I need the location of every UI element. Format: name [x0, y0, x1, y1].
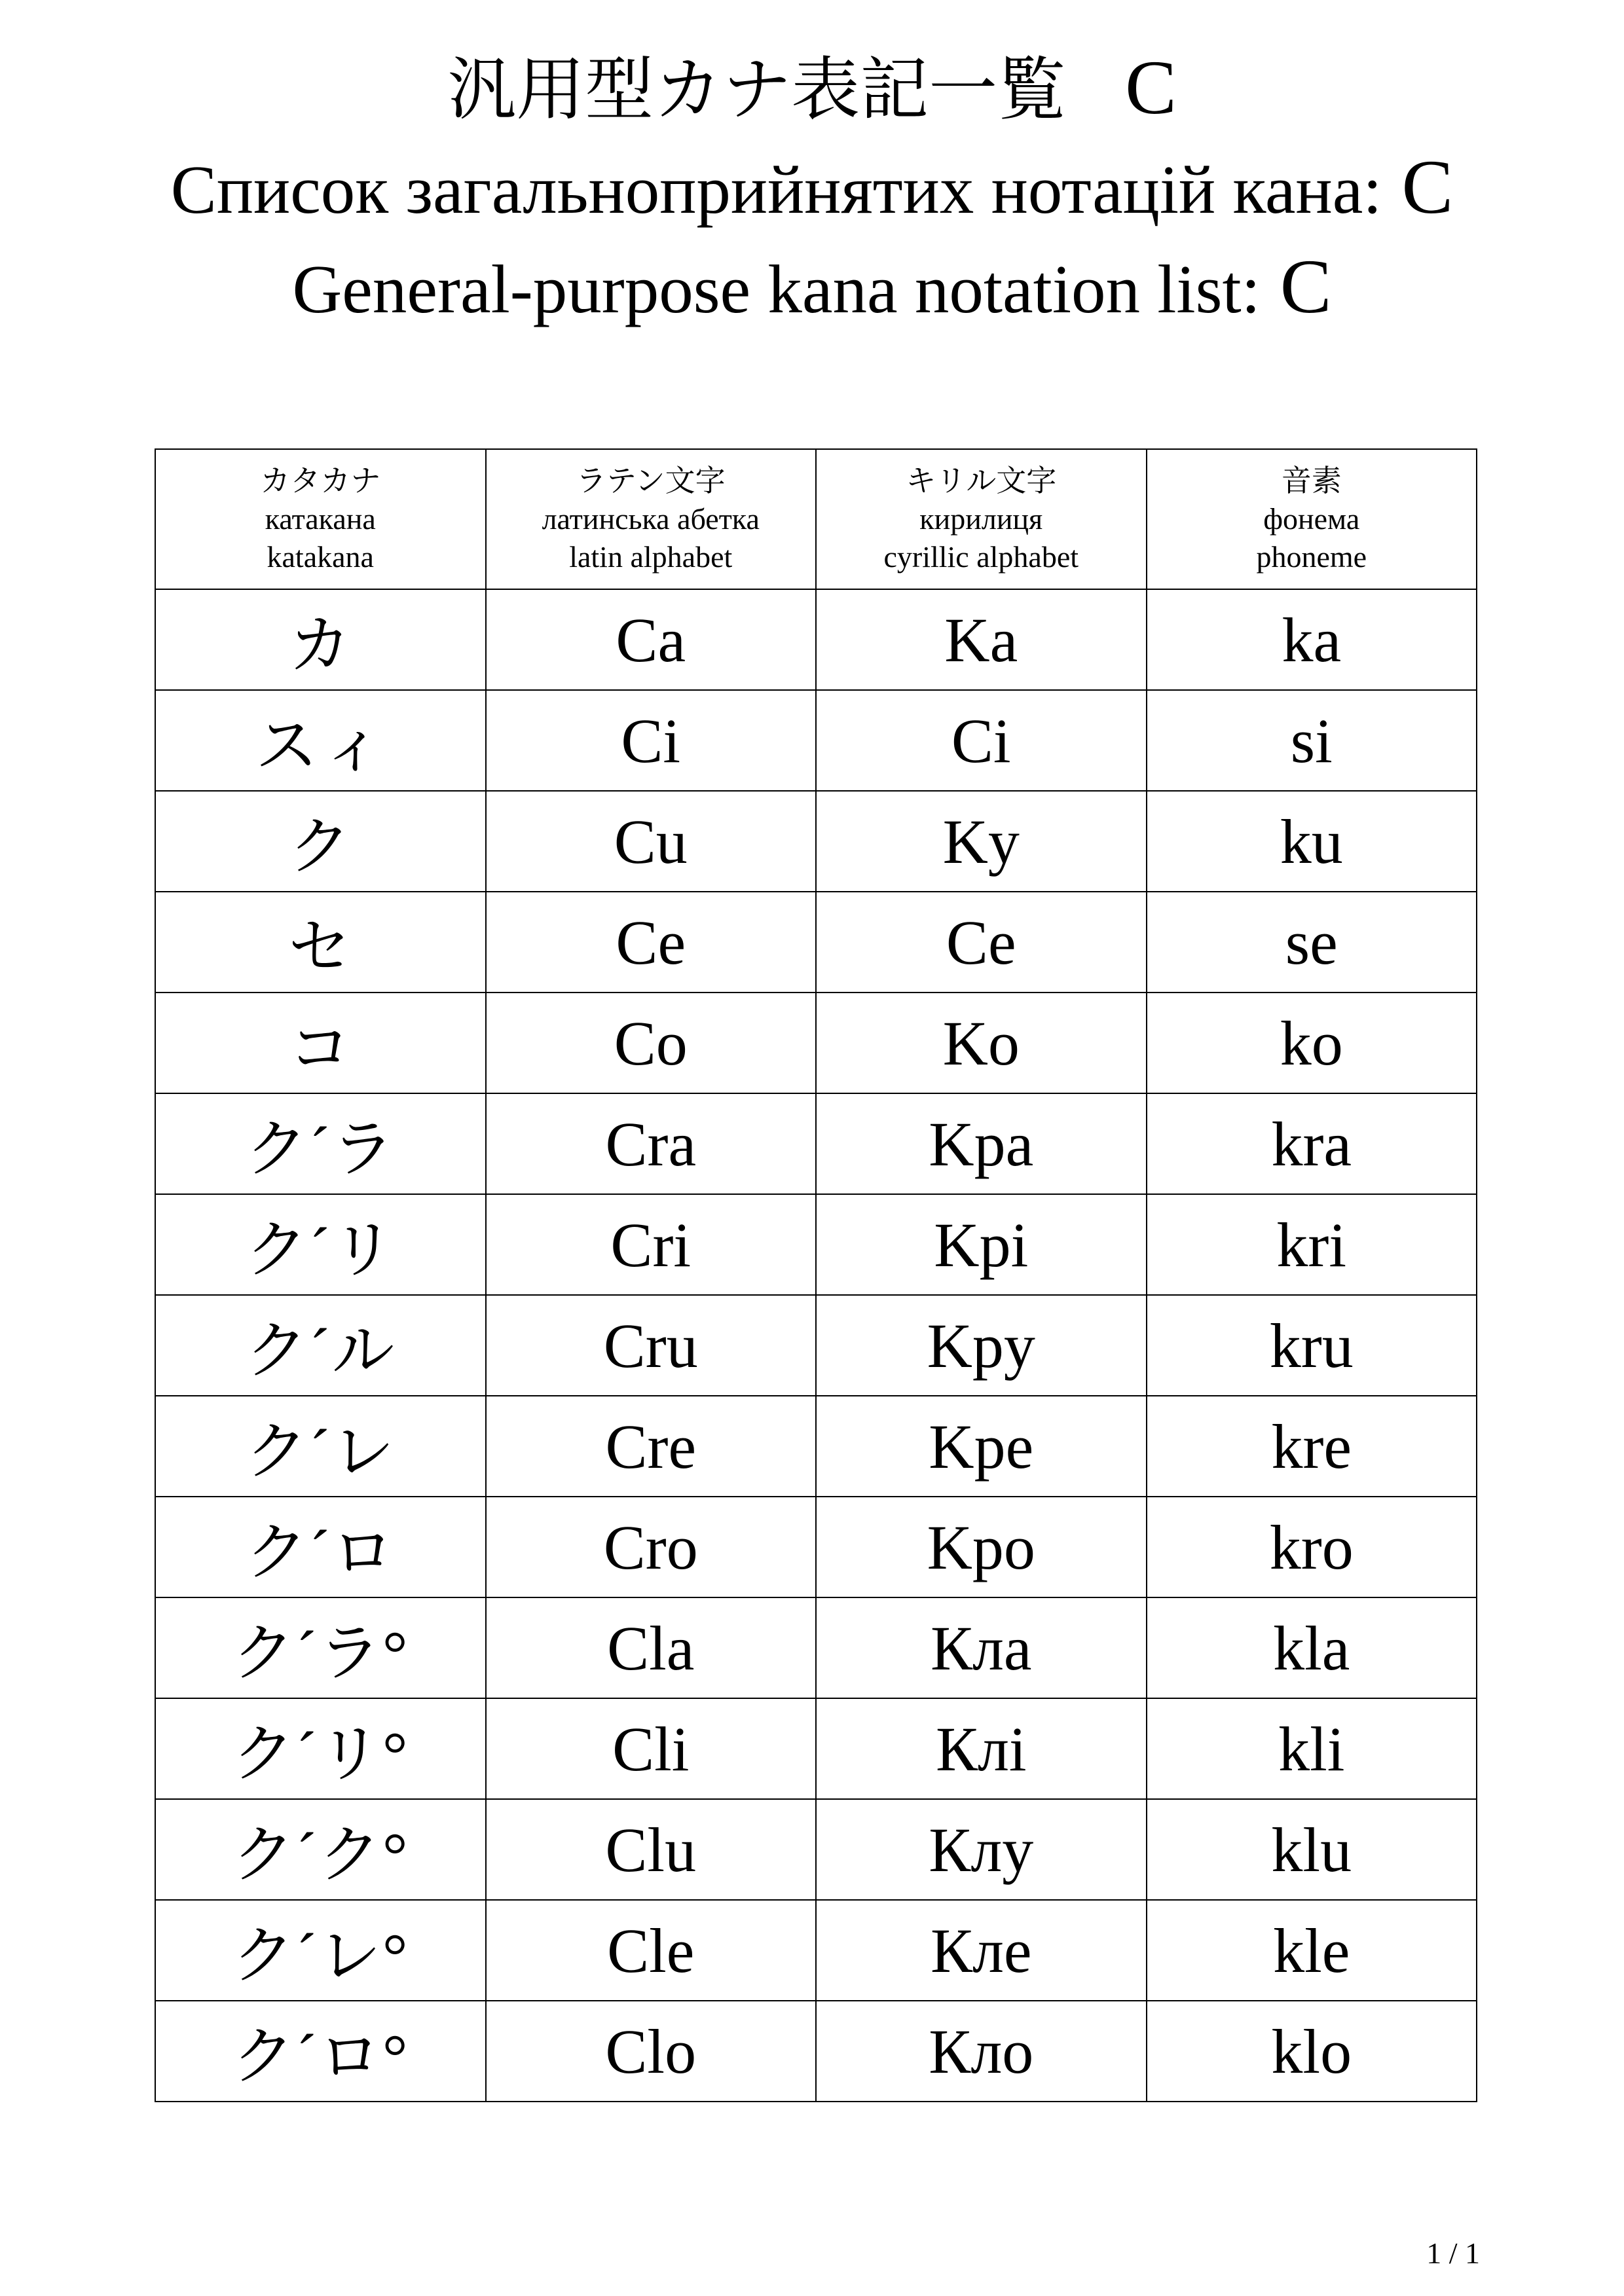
cell-latin: Cro	[486, 1497, 817, 1597]
cell-latin: Cla	[486, 1597, 817, 1698]
cell-latin: Cli	[486, 1698, 817, 1799]
title-ukrainian-letter: C	[1401, 144, 1454, 230]
title-japanese	[0, 39, 1624, 139]
title-english-letter: C	[1280, 244, 1332, 329]
cell-katakana: ク´レ°	[155, 1900, 486, 2001]
cell-cyrillic: Кло	[816, 2001, 1147, 2102]
cell-katakana: ク´ロ°	[155, 2001, 486, 2102]
cell-latin: Clu	[486, 1799, 817, 1900]
cell-cyrillic: Кла	[816, 1597, 1147, 1698]
header-cyrillic	[816, 449, 1147, 589]
title-japanese-text: 汎用型カナ表記一覧	[447, 52, 1067, 128]
header-latin-uk: латинська абетка	[542, 502, 760, 536]
cell-latin: Cra	[486, 1093, 817, 1194]
header-phoneme-uk: фонема	[1263, 502, 1360, 536]
cell-phoneme: kre	[1147, 1396, 1477, 1497]
cell-cyrillic: Клі	[816, 1698, 1147, 1799]
title-japanese-letter: C	[1125, 45, 1177, 130]
table-row	[155, 1597, 1477, 1698]
cell-phoneme: se	[1147, 892, 1477, 993]
table-row	[155, 2001, 1477, 2102]
cell-cyrillic: Kpo	[816, 1497, 1147, 1597]
cell-cyrillic: Ka	[816, 589, 1147, 690]
cell-cyrillic: Ci	[816, 690, 1147, 791]
table-row	[155, 1396, 1477, 1497]
cell-phoneme: ka	[1147, 589, 1477, 690]
cell-katakana: ク´レ	[155, 1396, 486, 1497]
cell-phoneme: kle	[1147, 1900, 1477, 2001]
table-row	[155, 1698, 1477, 1799]
cell-latin: Ce	[486, 892, 817, 993]
title-english	[0, 238, 1624, 338]
cell-cyrillic: Ce	[816, 892, 1147, 993]
cell-katakana: セ	[155, 892, 486, 993]
cell-latin: Cri	[486, 1194, 817, 1295]
table-row	[155, 892, 1477, 993]
cell-latin: Cre	[486, 1396, 817, 1497]
cell-katakana: ク	[155, 791, 486, 892]
table-header-row	[155, 449, 1477, 589]
cell-phoneme: kri	[1147, 1194, 1477, 1295]
cell-latin: Cru	[486, 1295, 817, 1396]
header-katakana-jp: カタカナ	[260, 464, 381, 498]
table-row	[155, 690, 1477, 791]
header-cyrillic-en: cyrillic alphabet	[883, 540, 1079, 574]
cell-cyrillic: Kpe	[816, 1396, 1147, 1497]
cell-phoneme: kli	[1147, 1698, 1477, 1799]
cell-cyrillic: Ko	[816, 993, 1147, 1093]
header-latin	[486, 449, 817, 589]
cell-phoneme: kro	[1147, 1497, 1477, 1597]
cell-phoneme: kru	[1147, 1295, 1477, 1396]
cell-phoneme: ku	[1147, 791, 1477, 892]
table-row	[155, 1093, 1477, 1194]
cell-latin: Ci	[486, 690, 817, 791]
title-ukrainian	[0, 139, 1624, 238]
header-latin-jp: ラテン文字	[576, 464, 726, 498]
cell-phoneme: si	[1147, 690, 1477, 791]
table-row	[155, 1799, 1477, 1900]
header-katakana	[155, 449, 486, 589]
table-row	[155, 791, 1477, 892]
cell-latin: Co	[486, 993, 817, 1093]
table-row	[155, 1194, 1477, 1295]
page-number: 1 / 1	[1426, 2236, 1480, 2270]
cell-katakana: ク´ク°	[155, 1799, 486, 1900]
header-katakana-en: katakana	[267, 540, 374, 574]
header-phoneme-jp: 音素	[1281, 464, 1342, 498]
cell-cyrillic: Kpa	[816, 1093, 1147, 1194]
cell-katakana: ク´リ	[155, 1194, 486, 1295]
cell-katakana: ク´ル	[155, 1295, 486, 1396]
cell-cyrillic: Kpi	[816, 1194, 1147, 1295]
header-cyrillic-uk: кирилиця	[919, 502, 1043, 536]
cell-katakana: ク´ラ°	[155, 1597, 486, 1698]
cell-phoneme: klu	[1147, 1799, 1477, 1900]
cell-phoneme: kla	[1147, 1597, 1477, 1698]
cell-latin: Cu	[486, 791, 817, 892]
header-katakana-uk: катакана	[265, 502, 376, 536]
cell-katakana: ク´ラ	[155, 1093, 486, 1194]
cell-phoneme: kra	[1147, 1093, 1477, 1194]
title-ukrainian-text: Список загальноприйнятих нотацій кана:	[170, 151, 1382, 228]
cell-phoneme: klo	[1147, 2001, 1477, 2102]
cell-katakana: ク´ロ	[155, 1497, 486, 1597]
cell-latin: Cle	[486, 1900, 817, 2001]
cell-katakana: コ	[155, 993, 486, 1093]
header-latin-en: latin alphabet	[569, 540, 733, 574]
table-row	[155, 993, 1477, 1093]
cell-katakana: カ	[155, 589, 486, 690]
cell-latin: Ca	[486, 589, 817, 690]
cell-katakana: スィ	[155, 690, 486, 791]
cell-latin: Clo	[486, 2001, 817, 2102]
table-row	[155, 1497, 1477, 1597]
header-phoneme	[1147, 449, 1477, 589]
table-row	[155, 589, 1477, 690]
cell-cyrillic: Ky	[816, 791, 1147, 892]
header-cyrillic-jp: キリル文字	[906, 464, 1057, 498]
title-english-text: General-purpose kana notation list:	[292, 251, 1261, 327]
header-phoneme-en: phoneme	[1256, 540, 1367, 574]
table-row	[155, 1295, 1477, 1396]
cell-cyrillic: Клу	[816, 1799, 1147, 1900]
cell-cyrillic: Kpy	[816, 1295, 1147, 1396]
document-title	[0, 39, 1624, 338]
table-row	[155, 1900, 1477, 2001]
cell-phoneme: ko	[1147, 993, 1477, 1093]
kana-notation-table	[155, 448, 1477, 2102]
cell-cyrillic: Кле	[816, 1900, 1147, 2001]
cell-katakana: ク´リ°	[155, 1698, 486, 1799]
